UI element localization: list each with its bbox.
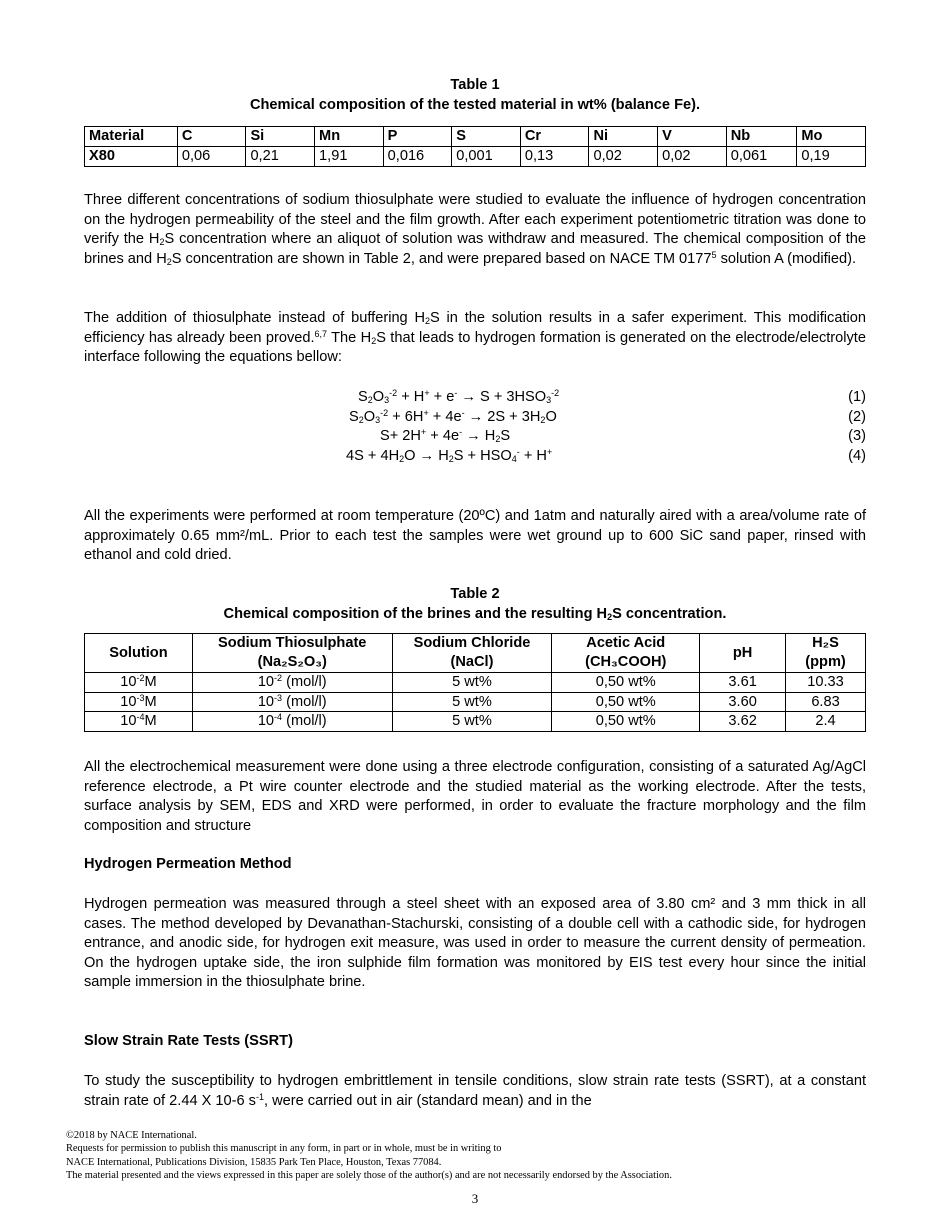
table1-header: V <box>658 127 727 147</box>
table2-cell-h2s: 10.33 <box>786 673 866 693</box>
table2-header: Sodium Chloride (NaCl) <box>392 634 552 673</box>
table2-cell-solution: $10^{-4}M$ <box>85 712 193 732</box>
paragraph-hydrogen-permeation: Hydrogen permeation was measured through a steel sheet with an exposed area of 3.80 cm² and 3 mm thick in all cases. The method developed by Devanathan-Stachurski, consisting of a double cell with a cathodic side, for hydrogen entrance, and anodic side, for hydrogen exit measure, was used in order to measure the current density of permeation. On the hydrogen uptake side, the iron sulphide film formation was monitored by EIS test every hour since the initial sample immersion in the thiosulphate brine. <box>84 896 866 990</box>
paragraph-concentrations <box>84 191 866 269</box>
copyright-footer <box>66 1129 672 1183</box>
section-heading-hydrogen-permeation: Hydrogen Permeation Method <box>84 856 292 872</box>
table2-cell-thiosulphate: $10^{-2}$ (mol/l) <box>192 673 392 693</box>
table1-cell: 1,91 <box>315 147 384 167</box>
text-run: The H <box>327 329 372 346</box>
table1-header: Nb <box>726 127 797 147</box>
table2-label: Table 2 <box>450 586 500 602</box>
footer-line: NACE International, Publications Division, 15835 Park Ten Place, Houston, Texas 77084. <box>66 1156 442 1168</box>
table1-cell: 0,001 <box>452 147 521 167</box>
equation-1 <box>84 388 866 408</box>
text-run: The addition of thiosulphate instead of buffering H <box>84 310 426 326</box>
table-row <box>85 692 866 712</box>
table1-cell: 0,06 <box>177 147 246 167</box>
text-run: solution A (modified). <box>716 250 857 267</box>
table2-cell-ph: 3.60 <box>700 692 786 712</box>
table1-label: Table 1 <box>450 77 500 93</box>
table2-cell-acetic: 0,50 wt% <box>552 692 700 712</box>
table2-cell-nacl: 5 wt% <box>392 712 552 732</box>
text-run: Three different concentrations of sodium thiosulphate were studied to evaluate the influence of hydrogen concentration on the hydrogen permeability of the steel and the film growth. After each experiment potentiometric titration was done to verify the H <box>84 192 866 247</box>
table2-brines <box>84 633 866 732</box>
table-row <box>85 673 866 693</box>
paragraph-experiment-conditions: All the experiments were performed at room temperature (20ºC) and 1atm and naturally aired with a area/volume rate of approximately 0.65 mm²/mL. Prior to each test the samples were wet ground up to 600 SiC sand paper, rinsed with ethanol and cold dried. <box>84 508 866 563</box>
table1-cell: 0,21 <box>246 147 315 167</box>
table2-cell-thiosulphate: $10^{-3}$ (mol/l) <box>192 692 392 712</box>
text-run: To study the susceptibility to hydrogen embrittlement in tensile conditions, slow strain rate tests (SSRT), at a constant strain rate of 2.44 X 10-6 s <box>84 1073 866 1109</box>
subscript: 2 <box>159 237 165 247</box>
table1-cell: 0,02 <box>658 147 727 167</box>
equation-3 <box>84 427 866 447</box>
equation-number: (3) <box>848 428 866 444</box>
text-run: S concentration are shown in Table 2, and were prepared based on NACE TM 0177 <box>171 250 712 267</box>
subscript: 2 <box>371 335 377 346</box>
text-run: , were carried out in air (standard mean) and in the <box>264 1092 592 1109</box>
equation-number: (2) <box>848 408 866 425</box>
text-run: S that leads to hydrogen formation is generated on the electrode/electrolyte interface following the equations bellow: <box>84 329 866 365</box>
table2-cell-acetic: 0,50 wt% <box>552 712 700 732</box>
equation-formula: $S+ 2H^+ + 4e^- \to H_2S$ <box>380 427 511 444</box>
equation-formula: $S_2O_3^{-2} + H^+ + e^- \to S + 3HSO_3^{-2}$ <box>358 388 560 405</box>
equation-4 <box>84 447 866 467</box>
equations-block <box>84 388 866 466</box>
table1-header: Mo <box>797 127 866 147</box>
table2-cell-h2s: 2.4 <box>786 712 866 732</box>
table1-cell: 0,02 <box>589 147 658 167</box>
table1-header: Cr <box>520 127 589 147</box>
table2-caption <box>84 585 866 624</box>
page-number: 3 <box>471 1191 479 1206</box>
citation-superscript: 6,7 <box>314 328 328 339</box>
text-run: S concentration where an aliquot of solution was withdraw and measured. The chemical composition of the brines and H <box>84 231 867 267</box>
table1-header: Ni <box>589 127 658 147</box>
paragraph-thiosulphate-addition <box>84 309 866 368</box>
table2-cell-ph: 3.61 <box>700 673 786 693</box>
table1-header: Material <box>85 127 178 147</box>
table2-cell-solution: $10^{-3}M$ <box>85 692 193 712</box>
table1-header: Mn <box>315 127 384 147</box>
equation-formula: $4S + 4H_2O \to H_2S + HSO_4^- + H^+$ <box>346 446 553 464</box>
table2-header-row <box>85 634 866 673</box>
table1-cell: X80 <box>85 147 178 167</box>
table-row <box>85 147 866 167</box>
table2-cell-nacl: 5 wt% <box>392 673 552 693</box>
paragraph-electrochemical-setup: All the electrochemical measurement were done using a three electrode configuration, consisting of a saturated Ag/AgCl reference electrode, a Pt wire counter electrode and the studied material as the working electrode. After the tests, surface analysis by SEM, EDS and XRD were performed, in order to evaluate the fracture morphology and the film composition and structure <box>84 759 866 834</box>
citation-superscript: 5 <box>711 249 717 260</box>
table2-cell-nacl: 5 wt% <box>392 692 552 712</box>
table2-cell-acetic: 0,50 wt% <box>552 673 700 693</box>
table1-cell: 0,13 <box>520 147 589 167</box>
table1-header: C <box>177 127 246 147</box>
table2-header: Acetic Acid (CH₃COOH) <box>552 634 700 673</box>
equation-2 <box>84 408 866 428</box>
table1-header: P <box>383 127 452 147</box>
footer-line: ©2018 by NACE International. <box>66 1130 197 1141</box>
table2-cell-h2s: 6.83 <box>786 692 866 712</box>
table1-caption <box>84 76 866 115</box>
table-row <box>85 712 866 732</box>
footer-line: Requests for permission to publish this manuscript in any form, in part or in whole, must be in writing to <box>66 1143 502 1155</box>
table2-cell-solution: $10^{-2}M$ <box>85 673 193 693</box>
table2-header: Sodium Thiosulphate (Na₂S₂O₃) <box>192 634 392 673</box>
table2-header: Solution <box>85 634 193 673</box>
table1-cell: 0,061 <box>726 147 797 167</box>
subscript: 2 <box>166 256 172 267</box>
paragraph-ssrt <box>84 1072 866 1111</box>
table1-title: Chemical composition of the tested material in wt% (balance Fe). <box>249 96 701 113</box>
table1-header: Si <box>246 127 315 147</box>
table1-cell: 0,016 <box>383 147 452 167</box>
section-heading-ssrt: Slow Strain Rate Tests (SSRT) <box>84 1033 293 1049</box>
equation-number: (4) <box>848 447 866 464</box>
table2-cell-ph: 3.62 <box>700 712 786 732</box>
text-run: S in the solution results in a safer experiment. This modification efficiency has already been proved. <box>84 310 866 346</box>
table2-title: Chemical composition of the brines and the resulting $H_2S$ concentration. <box>223 605 727 622</box>
footer-line: The material presented and the views expressed in this paper are solely those of the author(s) and are not necessarily endorsed by the Association. <box>66 1170 672 1182</box>
table2-header: pH <box>700 634 786 673</box>
subscript: 2 <box>425 316 431 326</box>
table1-header: S <box>452 127 521 147</box>
table2-cell-thiosulphate: $10^{-4}$ (mol/l) <box>192 712 392 732</box>
equation-formula: $S_2O_3^{-2} + 6H^+ + 4e^- \to 2S + 3H_2O$ <box>349 407 557 425</box>
table1-composition <box>84 126 866 167</box>
table1-cell: 0,19 <box>797 147 866 167</box>
equation-number: (1) <box>848 389 866 405</box>
table2-header: H₂S (ppm) <box>786 634 866 673</box>
table1-header-row <box>85 127 866 147</box>
superscript: -1 <box>255 1091 264 1102</box>
